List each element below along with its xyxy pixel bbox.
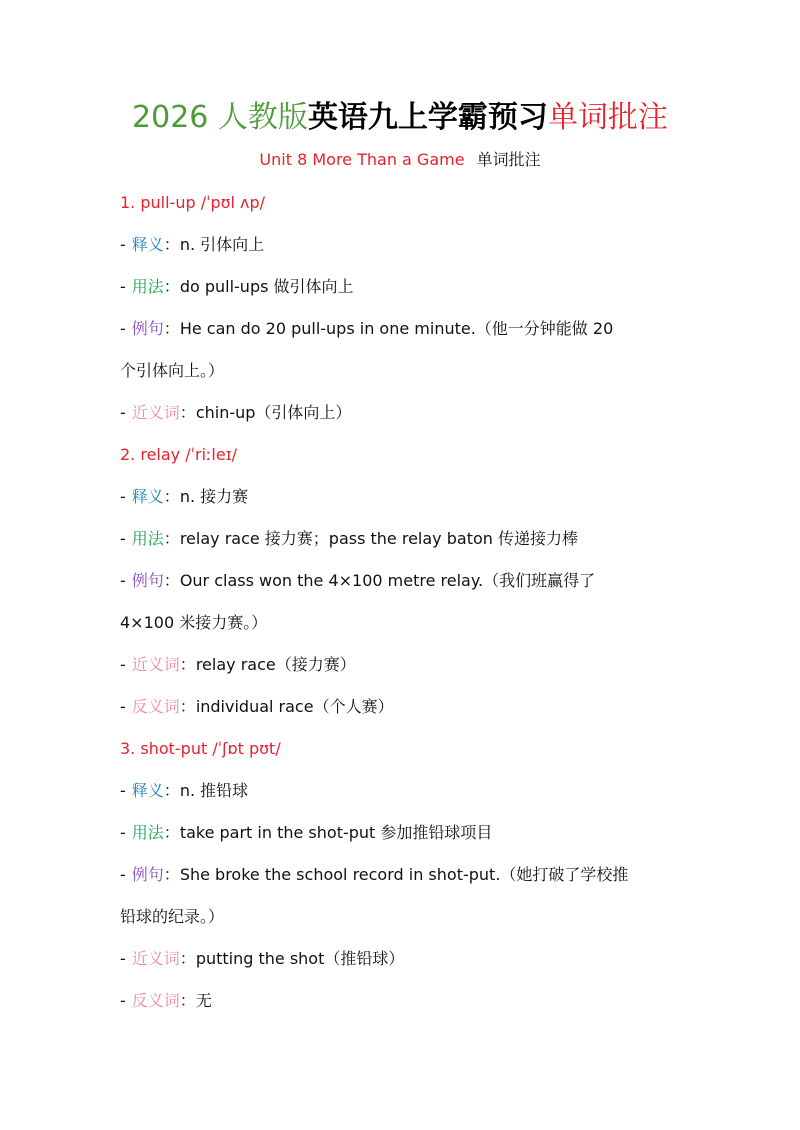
meaning-text: n. 接力赛 [179, 487, 249, 506]
entry-example-row: - 例句：Our class won the 4×100 metre relay.（我们班赢得了 [120, 571, 596, 590]
page-subtitle [0, 148, 800, 172]
example-continuation: 4×100 米接力赛。） [120, 613, 268, 632]
example-continuation: 铅球的纪录。） [120, 907, 225, 926]
usage-label: 用法 [131, 529, 164, 548]
antonym-label: 反义词 [131, 991, 180, 1010]
entry-usage-row: - 用法：take part in the shot-put 参加推铅球项目 [120, 823, 493, 842]
example-text: He can do 20 pull-ups in one minute.（他一分钟能做 20 [179, 319, 614, 338]
synonym-text: relay race（接力赛） [195, 655, 356, 674]
usage-text: relay race 接力赛；pass the relay baton 传递接力棒 [179, 529, 578, 548]
entry-usage-row: - 用法：relay race 接力赛；pass the relay baton 传递接力棒 [120, 529, 578, 548]
example-label: 例句 [131, 319, 164, 338]
example-text: Our class won the 4×100 metre relay.（我们班赢得了 [179, 571, 596, 590]
entry-antonym-row: - 反义词：individual race（个人赛） [120, 697, 394, 716]
synonym-text: putting the shot（推铅球） [195, 949, 405, 968]
entry-synonym-row: - 近义词：chin-up（引体向上） [120, 403, 352, 422]
subtitle-unit: Unit 8 More Than a Game [259, 150, 465, 169]
antonym-text: 无 [195, 991, 212, 1010]
subtitle-suffix: 单词批注 [476, 150, 541, 169]
usage-text: do pull-ups 做引体向上 [179, 277, 354, 296]
synonym-label: 近义词 [131, 403, 180, 422]
entry-meaning-row: - 释义：n. 引体向上 [120, 235, 265, 254]
entry-antonym-row: - 反义词：无 [120, 991, 212, 1010]
title-topic: 单词批注 [547, 100, 668, 135]
entry-meaning-row: - 释义：n. 接力赛 [120, 487, 249, 506]
antonym-text: individual race（个人赛） [195, 697, 394, 716]
example-continuation: 个引体向上。） [120, 361, 225, 380]
synonym-label: 近义词 [131, 655, 180, 674]
entry-synonym-row: - 近义词：putting the shot（推铅球） [120, 949, 405, 968]
usage-label: 用法 [131, 823, 164, 842]
entry-example-row: - 例句：He can do 20 pull-ups in one minute.（他一分钟能做 20 [120, 319, 614, 338]
title-subject: 英语九上学霸预习 [307, 100, 548, 135]
entry-heading: 1. pull-up /ˈpʊl ʌp/ [120, 193, 266, 212]
meaning-label: 释义 [131, 235, 164, 254]
synonym-label: 近义词 [131, 949, 180, 968]
entry-heading: 2. relay /ˈriːleɪ/ [120, 445, 238, 464]
meaning-text: n. 推铅球 [179, 781, 249, 800]
synonym-text: chin-up（引体向上） [195, 403, 352, 422]
title-edition: 2026 人教版 [132, 100, 308, 135]
example-label: 例句 [131, 571, 164, 590]
entry-meaning-row: - 释义：n. 推铅球 [120, 781, 249, 800]
page-title [0, 96, 800, 140]
usage-text: take part in the shot-put 参加推铅球项目 [179, 823, 493, 842]
entry-synonym-row: - 近义词：relay race（接力赛） [120, 655, 356, 674]
example-text: She broke the school record in shot-put.（她打破了学校推 [179, 865, 629, 884]
entry-example-row: - 例句：She broke the school record in shot-put.（她打破了学校推 [120, 865, 629, 884]
meaning-label: 释义 [131, 781, 164, 800]
entry-heading: 3. shot-put /ˈʃɒt pʊt/ [120, 739, 281, 758]
example-label: 例句 [131, 865, 164, 884]
antonym-label: 反义词 [131, 697, 180, 716]
meaning-text: n. 引体向上 [179, 235, 265, 254]
entry-usage-row: - 用法：do pull-ups 做引体向上 [120, 277, 354, 296]
meaning-label: 释义 [131, 487, 164, 506]
usage-label: 用法 [131, 277, 164, 296]
